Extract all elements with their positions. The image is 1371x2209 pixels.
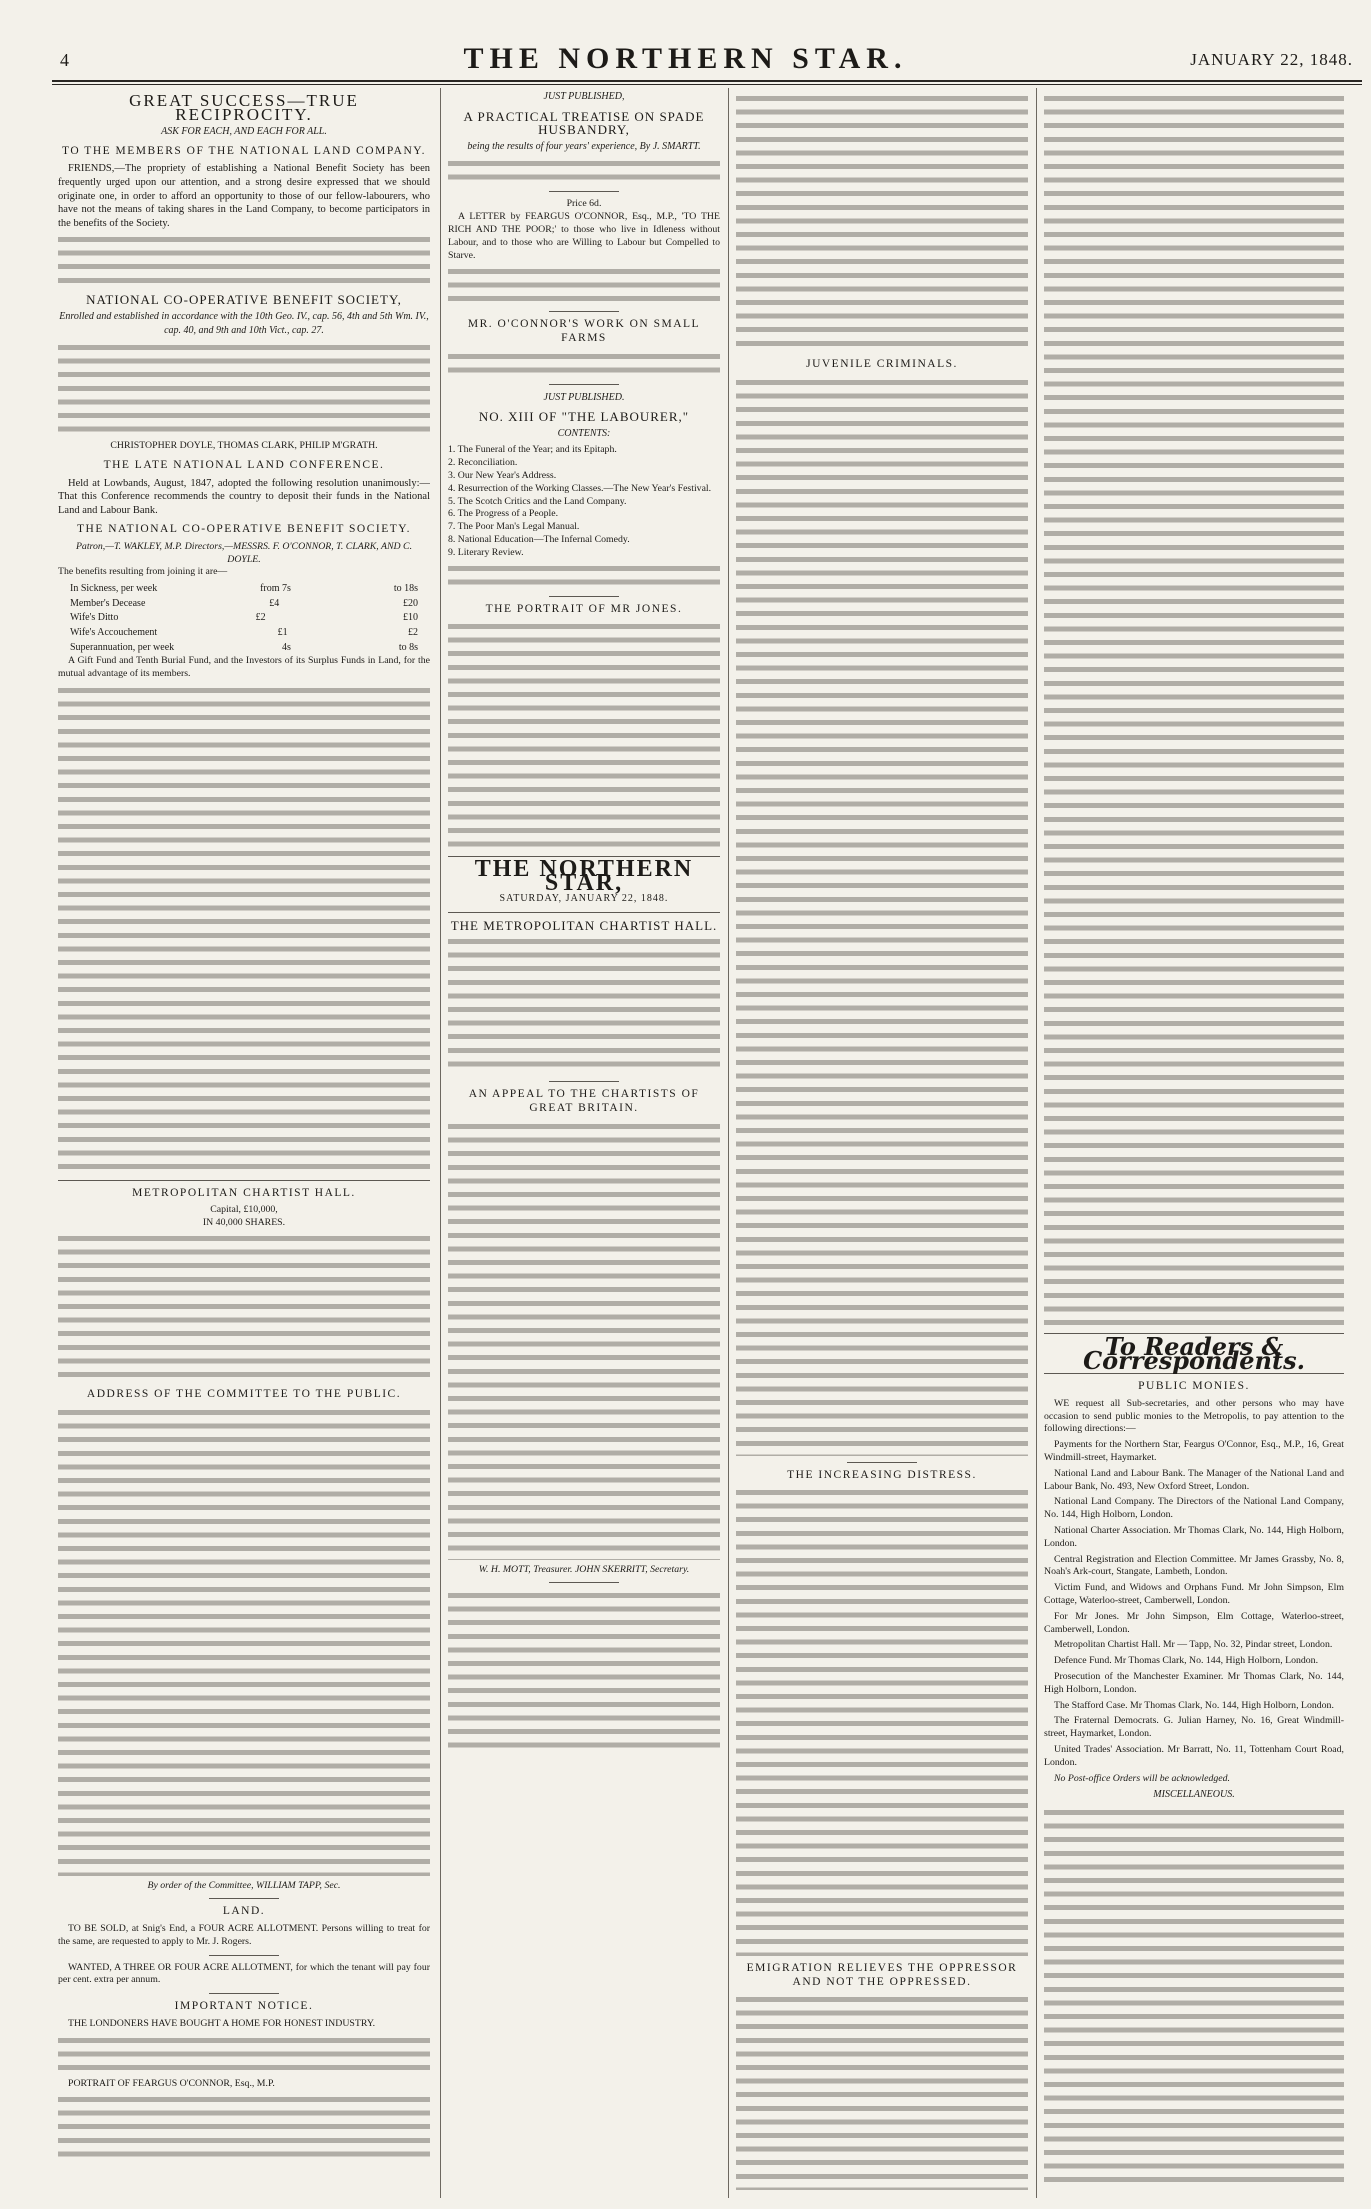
- land-notice: TO BE SOLD, at Snig's End, a FOUR ACRE ALLOTMENT. Persons willing to treat for the same, are requested to apply to Mr. J. Rogers.: [58, 1923, 430, 1947]
- column-divider: [440, 88, 441, 2198]
- benefit-row: Wife's Accouchement £1 £2: [70, 627, 418, 639]
- text-block: [1044, 92, 1344, 1327]
- distress-heading: THE INCREASING DISTRESS.: [787, 1468, 977, 1481]
- benefit-row: In Sickness, per week from 7s to 18s: [70, 583, 418, 595]
- separator: [847, 1462, 917, 1463]
- important-notice-heading: IMPORTANT NOTICE.: [174, 2000, 314, 2013]
- just-published-2: JUST PUBLISHED.: [543, 391, 625, 403]
- separator: [209, 1898, 279, 1899]
- separator: [549, 311, 619, 312]
- benefit-row: Wife's Ditto £2 £10: [70, 612, 418, 624]
- separator: [58, 1180, 430, 1181]
- payment-item: Defence Fund. Mr Thomas Clark, No. 144, High Holborn, London.: [1054, 1655, 1319, 1667]
- text-block: [736, 92, 1028, 352]
- separator: [549, 596, 619, 597]
- miscellaneous-heading: MISCELLANEOUS.: [1153, 1789, 1235, 1801]
- text-block: [448, 935, 720, 1075]
- contents-item: 9. Literary Review.: [448, 546, 524, 558]
- separator: [549, 191, 619, 192]
- column-divider: [1036, 88, 1037, 2198]
- page-number: 4: [60, 50, 69, 70]
- benefits-intro: The benefits resulting from joining it are—: [58, 566, 228, 578]
- conference-heading: THE LATE NATIONAL LAND CONFERENCE.: [103, 458, 385, 471]
- paper-banner: THE NORTHERN STAR,: [474, 856, 694, 896]
- patron-line: Patron,—T. WAKLEY, M.P. Directors,—MESSRS. F. O'CONNOR, T. CLARK, AND C. DOYLE.: [75, 540, 413, 565]
- gift-fund-text: A Gift Fund and Tenth Burial Fund, and the Investors of its Surplus Funds in Land, for the mutual advantage of its members.: [58, 655, 430, 680]
- payment-item: Victim Fund, and Widows and Orphans Fund. Mr John Simpson, Elm Cottage, Waterloo-street, Camberwell, London.: [1044, 1582, 1344, 1606]
- address-heading: TO THE MEMBERS OF THE NATIONAL LAND COMPANY.: [62, 144, 426, 157]
- committee-signature: By order of the Committee, WILLIAM TAPP, Sec.: [147, 1879, 341, 1891]
- hall-shares: IN 40,000 SHARES.: [202, 1217, 286, 1229]
- text-block: [58, 2093, 430, 2163]
- column-3: [736, 90, 1028, 2190]
- text-block: [58, 1406, 430, 1876]
- payment-item: National Land Company. The Directors of the National Land Company, No. 144, High Holborn, London.: [1044, 1496, 1344, 1521]
- text-block: [1044, 1806, 1344, 2190]
- text-block: [448, 265, 720, 305]
- separator: [448, 912, 720, 913]
- benefit-row: Member's Decease £4 £20: [70, 597, 418, 609]
- appeal-signature: W. H. MOTT, Treasurer. JOHN SKERRITT, Secretary.: [478, 1563, 690, 1575]
- payment-item: For Mr Jones. Mr John Simpson, Elm Cottage, Waterloo-street, Camberwell, London.: [1044, 1610, 1344, 1635]
- separator: [549, 384, 619, 385]
- payment-item: Prosecution of the Manchester Examiner. Mr Thomas Clark, No. 144, High Holborn, London.: [1044, 1670, 1344, 1695]
- society-subheading: Enrolled and established in accordance with the 10th Geo. IV., cap. 56, 4th and 5th Wm. IV., cap. 40, and 9th and 10th Vict., cap. 27.: [59, 310, 429, 336]
- text-block: [58, 2034, 430, 2074]
- separator: [549, 1582, 619, 1583]
- committee-address-heading: ADDRESS OF THE COMMITTEE TO THE PUBLIC.: [86, 1388, 402, 1401]
- text-block: [736, 1486, 1028, 1956]
- payment-item: National Charter Association. Mr Thomas Clark, No. 144, High Holborn, London.: [1044, 1524, 1344, 1549]
- benefits-table: [58, 582, 430, 654]
- masthead-rule: [52, 80, 1362, 82]
- contents-item: 8. National Education—The Infernal Comedy.: [448, 533, 630, 545]
- monies-instructions: WE request all Sub-secretaries, and other persons who may have occasion to send public monies to the Metropolis, to pay attention to the following directions:—: [1044, 1397, 1344, 1435]
- public-monies-heading: PUBLIC MONIES.: [1138, 1380, 1250, 1393]
- text-block: [736, 376, 1028, 1456]
- contents-item: 5. The Scotch Critics and the Land Company.: [448, 495, 627, 507]
- separator: [549, 1081, 619, 1082]
- labourer-heading: NO. XIII OF "THE LABOURER,": [478, 409, 690, 425]
- column-1: [58, 90, 430, 2190]
- text-block: [58, 1232, 430, 1382]
- issue-date: JANUARY 22, 1848.: [1190, 50, 1353, 69]
- column-4: [1044, 90, 1344, 2190]
- society-heading: NATIONAL CO-OPERATIVE BENEFIT SOCIETY,: [86, 292, 402, 308]
- contents-item: 3. Our New Year's Address.: [448, 469, 557, 481]
- appeal-heading: AN APPEAL TO THE CHARTISTS OF GREAT BRITAIN.: [468, 1088, 700, 1115]
- portrait-heading: THE PORTRAIT OF MR JONES.: [485, 602, 683, 615]
- hall-heading: METROPOLITAN CHARTIST HALL.: [132, 1186, 356, 1199]
- text-block: [58, 341, 430, 436]
- contents-label: CONTENTS:: [557, 427, 611, 439]
- contents-item: 2. Reconciliation.: [448, 457, 518, 469]
- text-block: [736, 1993, 1028, 2190]
- motto: ASK FOR EACH, AND EACH FOR ALL.: [161, 126, 327, 138]
- contents-item: 6. The Progress of a People.: [448, 508, 559, 520]
- readers-correspondents-heading: To Readers & Correspondents.: [1083, 1332, 1305, 1375]
- separator: [209, 1993, 279, 1994]
- text-block: [58, 233, 430, 287]
- contents-item: 1. The Funeral of the Year; and its Epitaph.: [448, 444, 617, 456]
- received-note: No Post-office Orders will be acknowledged.: [1054, 1772, 1230, 1784]
- payment-item: Central Registration and Election Committee. Mr James Grassby, No. 8, Noah's Ark-court, Stangate, Lambeth, London.: [1044, 1553, 1344, 1578]
- important-notice: THE LONDONERS HAVE BOUGHT A HOME FOR HONEST INDUSTRY.: [68, 2017, 376, 2029]
- payments-list: [1044, 1439, 1344, 1769]
- letter-advert: A LETTER by FEARGUS O'CONNOR, Esq., M.P., 'TO THE RICH AND THE POOR;' to those who live in Idleness without Labour, and to those who are Willing to Labour but Compelled to Starve.: [448, 211, 720, 261]
- text-block: [448, 562, 720, 590]
- text-block: [448, 157, 720, 185]
- treatise-subheading: being the results of four years' experience, By J. SMARTT.: [467, 140, 701, 152]
- contents-item: 4. Resurrection of the Working Classes.—The New Year's Festival.: [448, 482, 712, 494]
- payment-item: Payments for the Northern Star, Feargus O'Connor, Esq., M.P., 16, Great Windmill-street, Haymarket.: [1044, 1439, 1344, 1463]
- column-divider: [728, 88, 729, 2198]
- juvenile-criminals-heading: JUVENILE CRIMINALS.: [806, 358, 958, 370]
- wanted-notice: WANTED, A THREE OR FOUR ACRE ALLOTMENT, for which the tenant will pay four per cent. extra per annum.: [58, 1961, 430, 1986]
- price: Price 6d.: [566, 198, 602, 210]
- text-block: [448, 350, 720, 378]
- headline: GREAT SUCCESS—TRUE RECIPROCITY.: [129, 91, 359, 124]
- land-heading: LAND.: [222, 1905, 266, 1918]
- signatories: CHRISTOPHER DOYLE, THOMAS CLARK, PHILIP M'GRATH.: [110, 440, 378, 452]
- just-published: JUST PUBLISHED,: [543, 91, 625, 102]
- conference-text: Held at Lowbands, August, 1847, adopted the following resolution unanimously:— That this Conference recommends the country to deposit their funds in the National Land and Labour Bank.: [58, 477, 430, 516]
- text-block: [448, 1589, 720, 1749]
- column-2: [448, 90, 720, 2190]
- payment-item: Metropolitan Chartist Hall. Mr — Tapp, No. 32, Pindar street, London.: [1054, 1639, 1333, 1651]
- separator: [209, 1955, 279, 1956]
- payment-item: United Trades' Association. Mr Barratt, No. 11, Tottenham Court Road, London.: [1044, 1743, 1344, 1768]
- masthead: [0, 38, 1371, 76]
- treatise-heading: A PRACTICAL TREATISE ON SPADE HUSBANDRY,: [463, 108, 705, 138]
- payment-item: National Land and Labour Bank. The Manager of the National Land and Labour Bank, No. 493, New Oxford Street, London.: [1044, 1467, 1344, 1492]
- paper-date: SATURDAY, JANUARY 22, 1848.: [499, 893, 669, 905]
- portrait-notice: PORTRAIT OF FEARGUS O'CONNOR, Esq., M.P.: [68, 2077, 275, 2089]
- contents-item: 7. The Poor Man's Legal Manual.: [448, 521, 580, 533]
- payment-item: The Fraternal Democrats. G. Julian Harney, No. 16, Great Windmill-street, Haymarket, London.: [1044, 1715, 1344, 1740]
- masthead-rule-thin: [52, 84, 1362, 85]
- newspaper-title: THE NORTHERN STAR.: [463, 42, 908, 75]
- text-block: [58, 684, 430, 1174]
- text-block: [448, 1120, 720, 1560]
- hall-capital: Capital, £10,000,: [210, 1204, 278, 1216]
- emigration-heading: EMIGRATION RELIEVES THE OPPRESSOR AND NOT THE OPPRESSED.: [746, 1962, 1018, 1988]
- benefit-heading: THE NATIONAL CO-OPERATIVE BENEFIT SOCIETY.: [77, 523, 411, 536]
- payment-item: The Stafford Case. Mr Thomas Clark, No. 144, High Holborn, London.: [1054, 1699, 1334, 1711]
- contents-list: [448, 444, 720, 559]
- intro-paragraph: FRIENDS,—The propriety of establishing a National Benefit Society has been frequently urged upon our attention, and a strong desire expressed that we should originate one, in order to afford an opportunity to those of our fellow-labourers, who have not the means of taking shares in the Land Company, to become participators in the benefits of the Society.: [58, 163, 430, 229]
- benefit-row: Superannuation, per week 4s to 8s: [70, 641, 418, 653]
- leader-heading: THE METROPOLITAN CHARTIST HALL.: [450, 917, 718, 933]
- text-block: [448, 620, 720, 850]
- small-farms-heading: MR. O'CONNOR'S WORK ON SMALL FARMS: [467, 318, 701, 344]
